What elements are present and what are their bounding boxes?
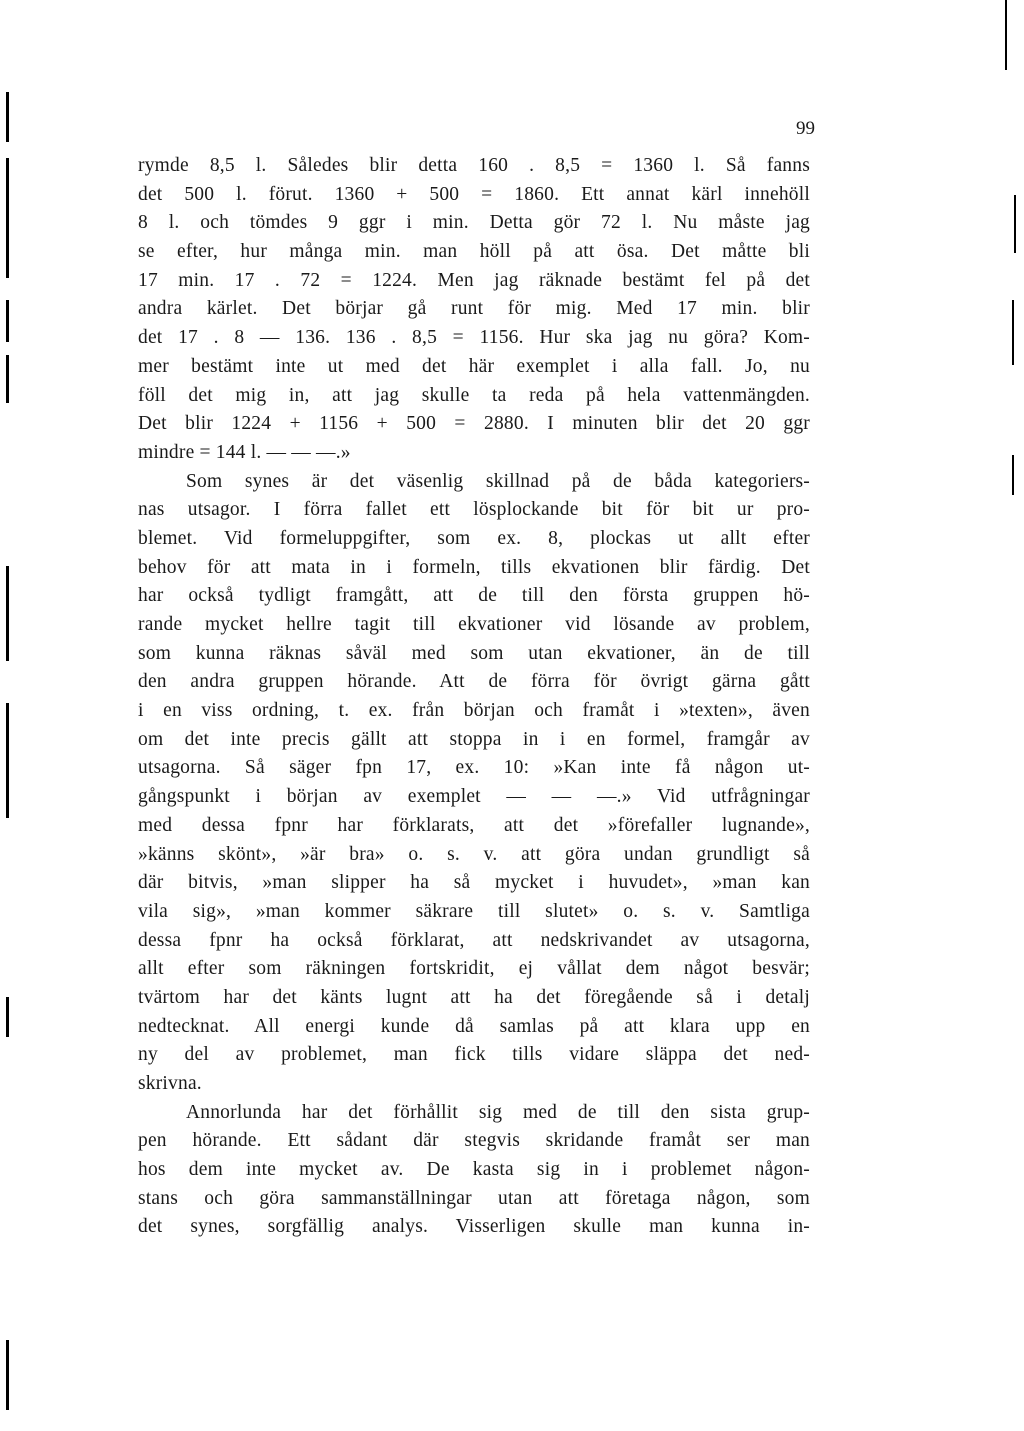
text-line: det synes, sorgfällig analys. Visserligen skulle man kunna in- xyxy=(138,1216,810,1238)
text-line: föll det mig in, att jag skulle ta reda på hela vattenmängden. xyxy=(138,384,810,406)
text-line: 17 min. 17 . 72 = 1224. Men jag räknade bestämt fel på det xyxy=(138,269,810,291)
text-line: det 500 l. förut. 1360 + 500 = 1860. Ett annat kärl innehöll xyxy=(138,183,810,205)
scan-edge-mark xyxy=(1005,0,1007,70)
text-line: 8 l. och tömdes 9 ggr i min. Detta gör 72 l. Nu måste jag xyxy=(138,212,810,234)
scan-edge-mark xyxy=(6,355,9,403)
text-line: som kunna räknas såväl med som utan ekvationer, än de till xyxy=(138,642,810,664)
scan-edge-mark xyxy=(6,158,9,278)
text-line: där bitvis, »man slipper ha så mycket i huvudet», »man kan xyxy=(138,872,810,894)
scan-edge-mark xyxy=(6,1340,9,1410)
text-line: rymde 8,5 l. Således blir detta 160 . 8,5 = 1360 l. Så fanns xyxy=(138,155,810,176)
text-line: andra kärlet. Det börjar gå runt för mig. Med 17 min. blir xyxy=(138,298,810,320)
scan-edge-mark xyxy=(6,997,9,1037)
text-line: utsagorna. Så säger fpn 17, ex. 10: »Kan inte få någon ut- xyxy=(138,757,810,779)
scan-edge-mark xyxy=(6,300,9,342)
text-line: tvärtom har det känts lugnt att ha det föregående så i detalj xyxy=(138,986,810,1008)
text-line: mindre = 144 l. — — —.» xyxy=(138,441,351,463)
text-line: om det inte precis gällt att stoppa in i en formel, framgår av xyxy=(138,728,810,750)
text-line: se efter, hur många min. man höll på att ösa. Det måtte bli xyxy=(138,241,810,263)
scan-edge-mark xyxy=(6,703,9,818)
text-line: rande mycket hellre tagit till ekvationer vid lösande av problem, xyxy=(138,614,810,635)
text-line: Det blir 1224 + 1156 + 500 = 2880. I minuten blir det 20 ggr xyxy=(138,413,810,435)
text-line: nas utsagor. I förra fallet ett lösplockande bit för bit ur pro- xyxy=(138,499,810,521)
text-line: stans och göra sammanställningar utan att företaga någon, som xyxy=(138,1187,810,1209)
text-line: pen hörande. Ett sådant där stegvis skridande framåt ser man xyxy=(138,1130,810,1152)
text-line: mer bestämt inte ut med det här exemplet i alla fall. Jo, nu xyxy=(138,355,810,377)
text-line: hos dem inte mycket av. De kasta sig in i problemet någon- xyxy=(138,1159,810,1181)
text-line: den andra gruppen hörande. Att de förra för övrigt gärna gått xyxy=(138,671,810,693)
text-line: nedtecknat. All energi kunde då samlas på att klara upp en xyxy=(138,1015,810,1037)
scan-edge-mark xyxy=(1014,195,1016,253)
text-line: dessa fpnr ha också förklarat, att nedskrivandet av utsagorna, xyxy=(138,929,810,951)
scan-edge-mark xyxy=(6,92,9,142)
scan-edge-mark xyxy=(1012,455,1014,495)
text-line: behov för att mata in i formeln, tills ekvationen blir färdig. Det xyxy=(138,556,810,578)
text-line: vila sig», »man kommer säkrare till slutet» o. s. v. Samtliga xyxy=(138,900,810,922)
text-line: skrivna. xyxy=(138,1073,202,1094)
text-line: allt efter som räkningen fortskridit, ej vållat dem något besvär; xyxy=(138,958,810,980)
text-line: blemet. Vid formeluppgifter, som ex. 8, plockas ut allt efter xyxy=(138,527,810,549)
text-line: gångspunkt i början av exemplet — — —.» Vid utfrågningar xyxy=(138,786,810,808)
scan-edge-mark xyxy=(6,566,9,661)
text-line: Som synes är det väsenlig skillnad på de båda kategoriers- xyxy=(186,470,810,492)
scan-edge-mark xyxy=(1012,300,1014,365)
body-text xyxy=(138,152,810,1242)
text-line: i en viss ordning, t. ex. från början och framåt i »texten», även xyxy=(138,700,810,722)
page-number: 99 xyxy=(796,118,815,139)
text-line: »känns skönt», »är bra» o. s. v. att göra undan grundligt så xyxy=(138,843,810,865)
text-line: har också tydligt framgått, att de till den första gruppen hö- xyxy=(138,585,810,607)
text-line: med dessa fpnr har förklarats, att det »förefaller lugnande», xyxy=(138,814,810,836)
text-line: det 17 . 8 — 136. 136 . 8,5 = 1156. Hur ska jag nu göra? Kom- xyxy=(138,327,810,349)
text-line: ny del av problemet, man fick tills vidare släppa det ned- xyxy=(138,1044,810,1066)
text-line: Annorlunda har det förhållit sig med de till den sista grup- xyxy=(186,1101,810,1123)
